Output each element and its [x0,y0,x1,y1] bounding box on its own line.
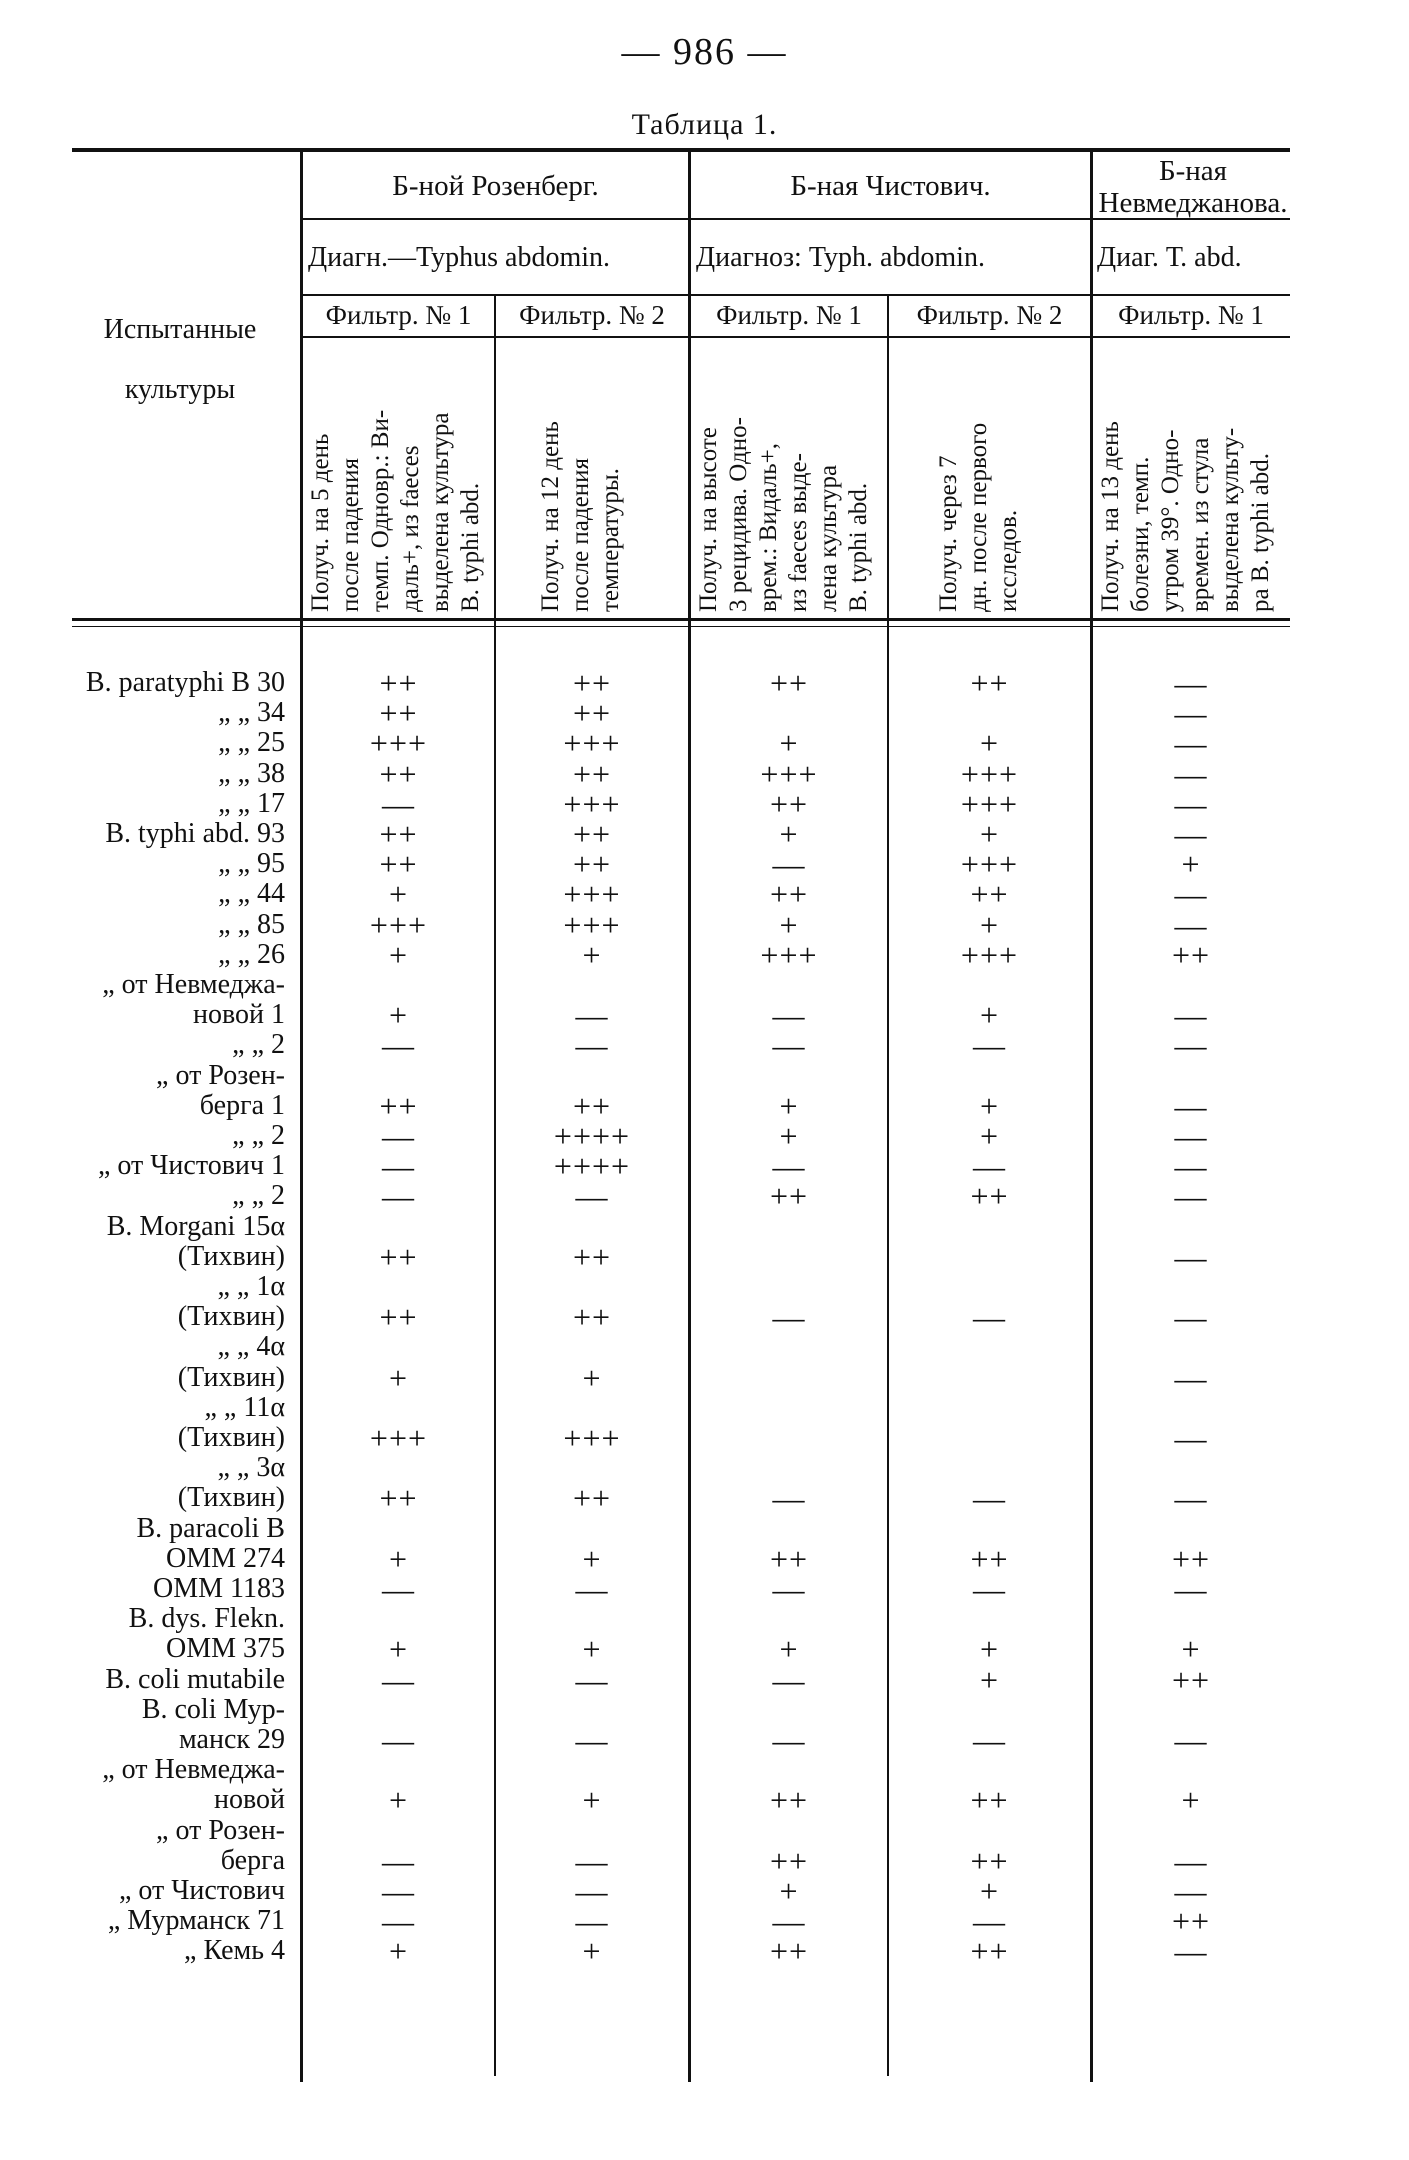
result-cell: +++ [563,906,621,943]
result-cell: ++ [572,755,612,792]
result-cell: +++ [369,906,428,943]
culture-label: ОММ 274 [165,1542,285,1574]
filter-label-5: Фильтр. № 1 [1118,300,1264,330]
culture-label: B. paracoli B [136,1512,285,1544]
culture-label: „ „ 1α [217,1271,285,1302]
result-cell: — [1174,1933,1208,1970]
culture-label: „ Кемь 4 [184,1935,285,1967]
culture-label: „ „ 25 [218,727,285,759]
table-title: Таблица 1. [631,108,778,141]
result-cell: — [1174,1238,1208,1275]
result-cell: — [382,1661,415,1698]
culture-label: манск 29 [179,1724,285,1755]
culture-label: новой 1 [193,999,285,1031]
culture-label: „ от Невмеджа- [102,1754,285,1786]
result-cell: +++ [760,936,818,973]
diagnosis-chistovich: Диагноз: Typh. abdomin. [696,242,985,273]
result-cell: — [382,1873,415,1909]
result-cell: — [973,1571,1006,1607]
result-cell: — [772,1027,806,1064]
result-cell: + [388,936,409,973]
result-cell: ++ [970,1933,1009,1970]
culture-label: „ Мурманск 71 [107,1905,285,1937]
result-cell: ++ [379,1087,418,1124]
result-cell: + [779,1087,799,1124]
culture-label: „ от Розен- [156,1059,285,1091]
result-cell: — [772,1661,806,1698]
result-cell: + [582,1540,602,1577]
culture-label: B. coli mutabile [105,1663,285,1695]
result-cell: ++ [1171,1540,1211,1577]
result-cell: — [772,1903,806,1940]
result-cell: ++++ [553,1118,631,1154]
filter-note-4: Получ. через 7 дн. после первого исследов. [935,422,1022,612]
culture-label: (Тихвин) [177,1240,285,1272]
patient-name-nevmedzhanova: Б-ная Невмеджанова. [1098,155,1288,219]
culture-label: (Тихвин) [177,1482,285,1514]
result-cell: + [388,1540,409,1577]
result-cell: — [575,1027,609,1064]
culture-label: „ „ 38 [218,757,285,789]
filter-note-3: Получ. на высоте 3 рецидива. Одно- врем.: Видаль+, из faeces выде- лена культура B. typhi abd. [695,417,872,612]
result-cell: + [388,1631,409,1668]
result-cell: ++ [769,1178,809,1215]
culture-label: „ от Невмеджа- [102,969,285,1000]
result-cell: ++ [379,665,418,701]
result-cell: — [575,1571,609,1607]
result-cell: — [772,846,806,883]
result-cell: ++ [379,1238,418,1275]
result-cell: — [973,1148,1006,1185]
result-cell: ++ [379,846,418,883]
result-cell: — [1174,665,1208,701]
result-cell: ++ [1171,1661,1211,1698]
culture-label: новой [214,1784,285,1816]
culture-label: „ „ 26 [218,938,285,970]
culture-label: „ „ 11α [204,1391,285,1423]
result-cell: — [1174,1299,1208,1336]
result-cell: ++ [1171,936,1211,973]
result-cell: — [772,1299,806,1336]
culture-label: „ „ 95 [218,848,285,880]
result-cell: ++ [572,1087,612,1124]
result-cell: +++ [563,785,621,822]
result-cell: — [382,1903,415,1940]
result-cell: + [582,936,602,973]
result-cell: +++ [369,1420,428,1456]
result-cell: — [772,1571,806,1607]
result-cell: ++ [970,1540,1009,1577]
culture-label: (Тихвин) [177,1301,285,1333]
table-header-bottom-rule [72,618,1290,621]
result-cell: + [979,1118,1000,1154]
culture-label: B. typhi abd. 93 [105,818,285,849]
result-cell: — [1174,1118,1208,1154]
result-cell: + [582,1631,602,1668]
result-cell: + [582,1933,602,1970]
result-cell: — [575,1178,609,1215]
result-cell: — [1174,725,1208,762]
result-cell: +++ [563,725,621,762]
result-cell: + [779,725,799,762]
culture-label: B. paratyphi B 30 [85,667,285,698]
result-cell: — [1174,1178,1208,1215]
filter-label-3: Фильтр. № 1 [716,300,862,330]
culture-label: „ от Розен- [156,1814,285,1846]
result-cell: — [1174,1027,1208,1064]
result-cell: + [779,1118,799,1154]
result-cell: — [382,785,415,822]
result-cell: ++ [970,1842,1009,1879]
result-cell: ++ [970,1782,1009,1819]
result-cell: + [388,1359,409,1396]
result-cell: +++ [960,936,1019,973]
filter-label-2: Фильтр. № 2 [519,300,665,330]
result-cell: — [772,1722,806,1758]
culture-label: „ „ 2 [232,1029,285,1061]
table-top-rule [72,148,1290,152]
result-cell: +++ [369,725,428,762]
result-cell: — [1174,816,1208,852]
result-cell: — [382,1027,415,1064]
result-cell: +++ [960,755,1019,792]
culture-label: B. coli Мур- [141,1693,285,1725]
table-header-bottom-rule-2 [72,626,1290,627]
result-cell: ++ [769,876,809,913]
culture-label: ОММ 375 [165,1633,285,1665]
filter-label-4: Фильтр. № 2 [916,300,1063,330]
result-cell: — [382,1148,415,1185]
result-cell: — [1174,1842,1208,1879]
result-cell: + [582,1782,602,1819]
patient-name-rosenberg: Б-ной Розенберг. [392,170,599,202]
culture-label: „ от Чистович [118,1875,285,1906]
result-cell: ++ [769,665,809,701]
result-cell: — [575,1661,609,1698]
culture-label: берга [220,1844,285,1876]
result-cell: + [979,1631,1000,1668]
culture-label: берга 1 [199,1089,285,1121]
result-cell: ++ [769,1540,809,1577]
result-cell: ++ [572,846,612,883]
hdr-rule-filt [303,336,1290,338]
result-cell: — [1174,1359,1208,1396]
result-cell: — [382,1571,415,1607]
result-cell: — [973,1480,1006,1517]
result-cell: — [772,1480,806,1517]
result-cell: — [382,1118,415,1154]
result-cell: + [388,1782,409,1819]
result-cell: ++ [572,695,612,732]
result-cell: — [1174,1420,1208,1456]
result-cell: + [779,816,799,852]
filter-note-1: Получ. на 5 день после падения темп. Одновр.: Ви- даль+, из faeces выделена культура B. typhi abd. [307,409,484,612]
result-cell: — [1174,785,1208,822]
result-cell: ++++ [553,1148,631,1185]
page-number: — 986 — [621,31,788,73]
culture-label: „ „ 3α [217,1452,285,1484]
culture-label: ОММ 1183 [153,1573,285,1604]
culture-label: „ „ 17 [218,787,285,819]
result-cell: — [1174,1873,1208,1909]
result-cell: — [1174,997,1208,1034]
result-cell: + [979,997,1000,1034]
result-cell: +++ [563,876,621,913]
result-cell: + [979,906,1000,943]
culture-label: „ „ 85 [218,908,285,940]
patient-name-chistovich: Б-ная Чистович. [790,170,991,202]
result-cell: + [779,1631,799,1668]
diagnosis-nevmedzhanova: Диаг. Т. abd. [1097,242,1242,273]
culture-label: „ „ 44 [218,878,285,910]
result-cell: — [575,1722,609,1758]
result-cell: — [973,1027,1006,1064]
culture-column-header: Испытанные культуры [103,314,257,405]
result-cell: + [582,1359,602,1396]
result-cell: + [1181,846,1201,883]
result-cell: + [979,1873,1000,1909]
filter-label-1: Фильтр. № 1 [325,300,472,330]
result-cell: — [1174,1571,1208,1607]
result-cell: ++ [572,1238,612,1275]
result-cell: — [1174,1480,1208,1517]
culture-label: „ „ 2 [232,1120,285,1151]
result-cell: ++ [769,1782,809,1819]
result-cell: — [1174,1722,1208,1758]
result-cell: — [1174,1148,1208,1185]
result-cell: ++ [970,1178,1009,1215]
result-cell: ++ [970,665,1009,701]
result-cell: ++ [769,785,809,822]
result-cell: — [1174,755,1208,792]
result-cell: + [979,1087,1000,1124]
result-cell: ++ [379,755,418,792]
result-cell: + [979,725,1000,762]
culture-label: „ „ 4α [217,1331,285,1363]
result-cell: +++ [960,846,1019,883]
culture-label: B. Morgani 15α [106,1210,285,1242]
result-cell: ++ [379,816,418,852]
result-cell: +++ [563,1420,621,1456]
result-cell: + [1181,1631,1201,1668]
result-cell: — [575,997,609,1034]
result-cell: — [772,997,806,1034]
result-cell: — [382,1722,415,1758]
result-cell: — [382,1178,415,1215]
result-cell: — [973,1722,1006,1758]
culture-label: „ „ 2 [232,1180,285,1212]
result-cell: ++ [572,816,612,852]
result-cell: ++ [970,876,1009,913]
result-cell: ++ [379,1480,418,1517]
result-cell: ++ [572,665,612,701]
result-cell: — [973,1299,1006,1336]
culture-label: „ от Чистович 1 [97,1150,285,1182]
filter-note-5: Получ. на 13 день болезни, темп. утром 39°. Одно- времен. из стула выделена культу- ра B. typhi abd. [1097,421,1274,612]
result-cell: + [388,997,409,1034]
result-cell: — [575,1903,609,1940]
result-cell: + [979,816,1000,852]
result-cell: + [388,1933,409,1970]
result-cell: — [382,1842,415,1879]
result-cell: — [1174,876,1208,913]
result-cell: + [979,1661,1000,1698]
result-cell: ++ [379,695,418,732]
result-cell: ++ [1171,1903,1211,1940]
culture-label: „ „ 34 [218,697,285,729]
result-cell: ++ [769,1933,809,1970]
filter-note-2: Получ. на 12 день после падения температуры. [537,421,624,612]
result-cell: ++ [379,1299,418,1336]
result-cell: + [779,906,799,943]
diagnosis-rosenberg: Диагн.—Typhus abdomin. [308,242,611,273]
result-cell: +++ [760,755,818,792]
result-cell: — [1174,695,1208,732]
result-cell: — [575,1873,609,1909]
culture-label: (Тихвин) [177,1361,285,1393]
result-cell: — [1174,906,1208,943]
hdr-rule-diag [303,294,1290,296]
result-cell: ++ [572,1299,612,1336]
result-cell: — [973,1903,1006,1940]
culture-label: (Тихвин) [177,1422,285,1453]
result-cell: — [575,1842,609,1879]
result-cell: ++ [769,1842,809,1879]
result-cell: + [779,1873,799,1909]
result-cell: + [1181,1782,1201,1819]
result-cell: — [1174,1087,1208,1124]
culture-label: B. dys. Flekn. [128,1603,285,1635]
result-cell: — [772,1148,806,1185]
result-cell: + [388,876,409,913]
result-cell: ++ [572,1480,612,1517]
result-cell: +++ [960,785,1019,822]
